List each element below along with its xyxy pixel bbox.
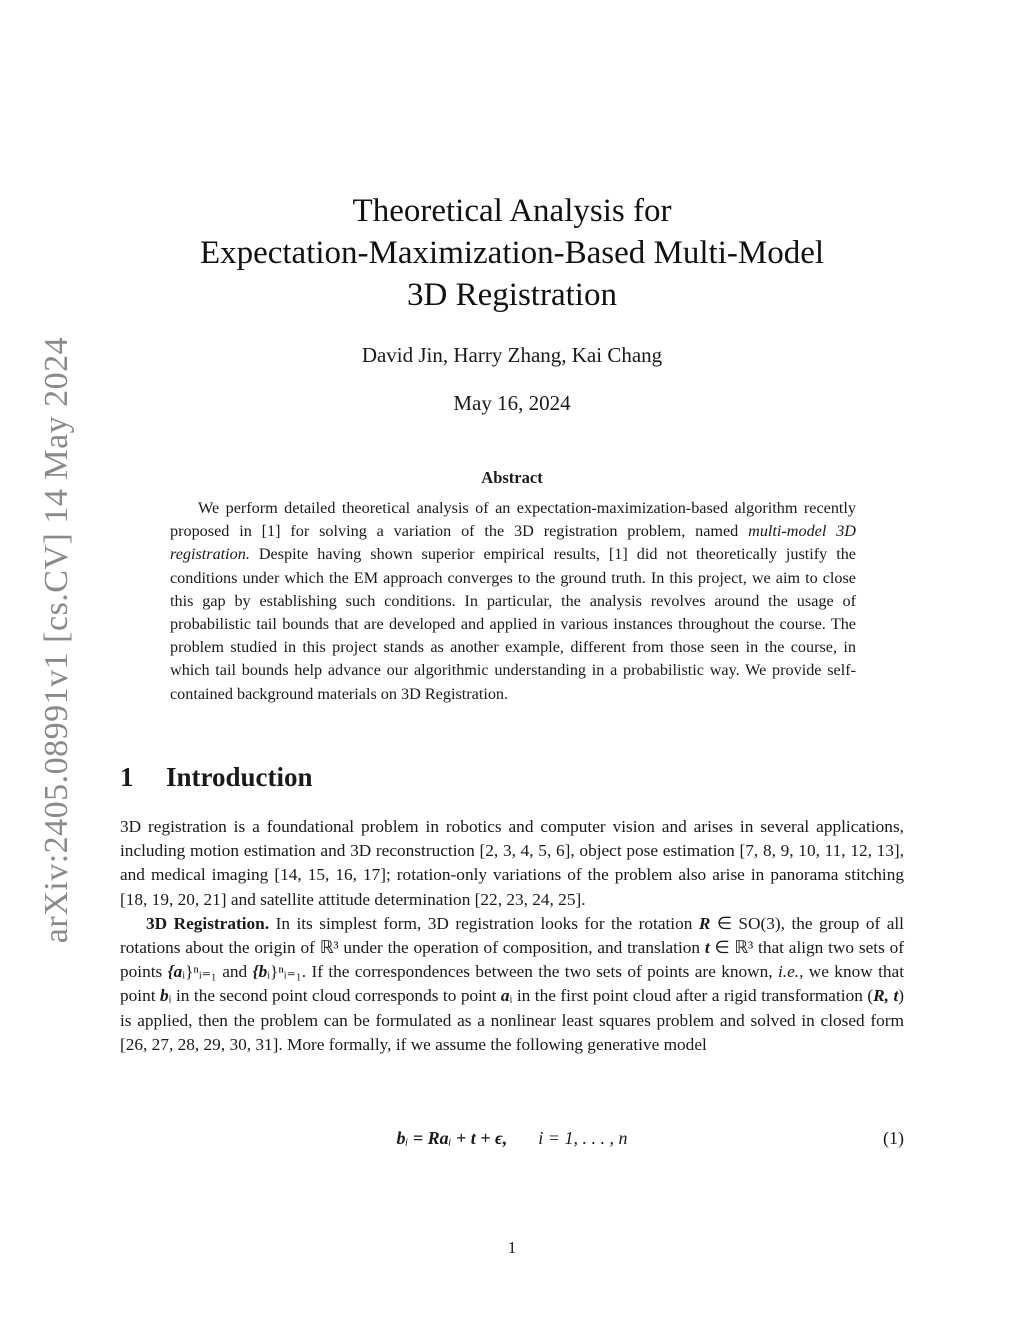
intro-paragraph: 3D registration is a foundational problem in robotics and computer vision and arises in several applications, including motion estimation and 3D reconstruction [2, 3, 4, 5, 6], object pose estimation [7, 8, 9, 10, 11, 12, 13], and medical imaging [14, 15, 16, 17]; rotation-only variations of the problem also arise in panorama stitching [18, 19, 20, 21] and satellite attitude determination [22, 23, 24, 25]. <box>120 817 904 909</box>
equation-condition: i = 1, . . . , n <box>538 1128 628 1148</box>
math-symbol: ᵢ <box>405 1128 409 1148</box>
equation-body <box>120 1128 904 1149</box>
math-symbol: ᵢ <box>448 1128 452 1148</box>
title-line: Theoretical Analysis for <box>352 193 672 229</box>
section-heading-introduction <box>120 762 313 793</box>
intro-paragraph <box>120 912 904 1057</box>
abstract-emphasis: multi-model 3D registration. <box>170 522 856 564</box>
paragraph-lead: 3D Registration. <box>146 913 270 933</box>
title-line: Expectation-Maximization-Based Multi-Model <box>199 235 825 271</box>
math-symbol: + t + ϵ, <box>451 1128 508 1148</box>
page-number: 1 <box>507 1238 517 1257</box>
math-symbol: ℝ³ <box>319 938 339 958</box>
text-run: in the second point cloud corresponds to point <box>171 986 501 1006</box>
math-symbol: ᵢ}ⁿᵢ₌₁ <box>267 962 302 982</box>
text-run: and <box>216 962 253 982</box>
text-run: in the first point cloud after a rigid transformation ( <box>512 986 874 1006</box>
section-title: Introduction <box>166 762 313 792</box>
math-symbol: ᵢ <box>509 986 513 1006</box>
author-list: David Jin, Harry Zhang, Kai Chang <box>361 343 663 367</box>
section-number: 1 <box>120 762 134 792</box>
math-symbol: R, t <box>873 986 899 1006</box>
arxiv-identifier[interactable]: arXiv:2405.08991v1 [cs.CV] 14 May 2024 <box>38 336 75 944</box>
text-run: In its simplest form, 3D registration looks for the rotation <box>269 913 699 933</box>
text-run: i.e., <box>777 962 804 982</box>
text-run: ) is applied, then the problem can be formulated as a nonlinear least squares problem and solved in closed form [26, 27, 28, 29, 30, 31]. More formally, if we assume the following generative model <box>120 986 905 1054</box>
math-symbol: ᵢ}ⁿᵢ₌₁ <box>182 962 217 982</box>
introduction-body <box>120 815 904 1057</box>
text-run: we know that point <box>120 962 904 1006</box>
math-symbol: a <box>500 986 510 1006</box>
equation-1 <box>120 1128 904 1156</box>
title-line: 3D Registration <box>407 277 617 313</box>
math-symbol: R <box>698 913 711 933</box>
text-run: ∈ ℝ³ that align two sets of points <box>120 938 904 982</box>
math-symbol: {b <box>252 962 268 982</box>
equation-number: (1) <box>883 1128 904 1148</box>
abstract-body <box>170 497 856 706</box>
paper-title <box>120 190 904 316</box>
text-run: the group of all rotations about the origin of <box>120 913 904 958</box>
math-symbol: = Ra <box>408 1128 449 1148</box>
abstract-text: Despite having shown superior empirical results, [1] did not theoretically justify the conditions under which the EM approach converges to the ground truth. In this project, we aim to close this gap by establishing such conditions. In particular, the analysis revolves around the usage of probabilistic tail bounds that are developed and applied in various instances throughout the course. The problem studied in this project stands as another example, different from those seen in the course, in which tail bounds help advance our algorithmic understanding in a probabilistic way. We provide self-contained background materials on 3D Registration. <box>170 545 856 703</box>
math-symbol: t <box>704 938 710 958</box>
text-run: under the operation of composition, and translation <box>338 938 705 958</box>
math-symbol: {a <box>167 962 183 982</box>
text-run: . If the correspondences between the two sets of points are known, <box>301 962 778 982</box>
math-symbol: b <box>396 1128 406 1148</box>
publication-date: May 16, 2024 <box>453 391 571 415</box>
math-symbol: ᵢ <box>168 986 172 1006</box>
text-run: ∈ SO(3), <box>710 913 785 933</box>
abstract-text: We perform detailed theoretical analysis of an expectation-maximization-based algorithm recently proposed in [1] for solving a variation of the 3D registration problem, named <box>170 499 856 541</box>
abstract-heading: Abstract <box>481 468 543 487</box>
math-symbol: b <box>160 986 169 1006</box>
